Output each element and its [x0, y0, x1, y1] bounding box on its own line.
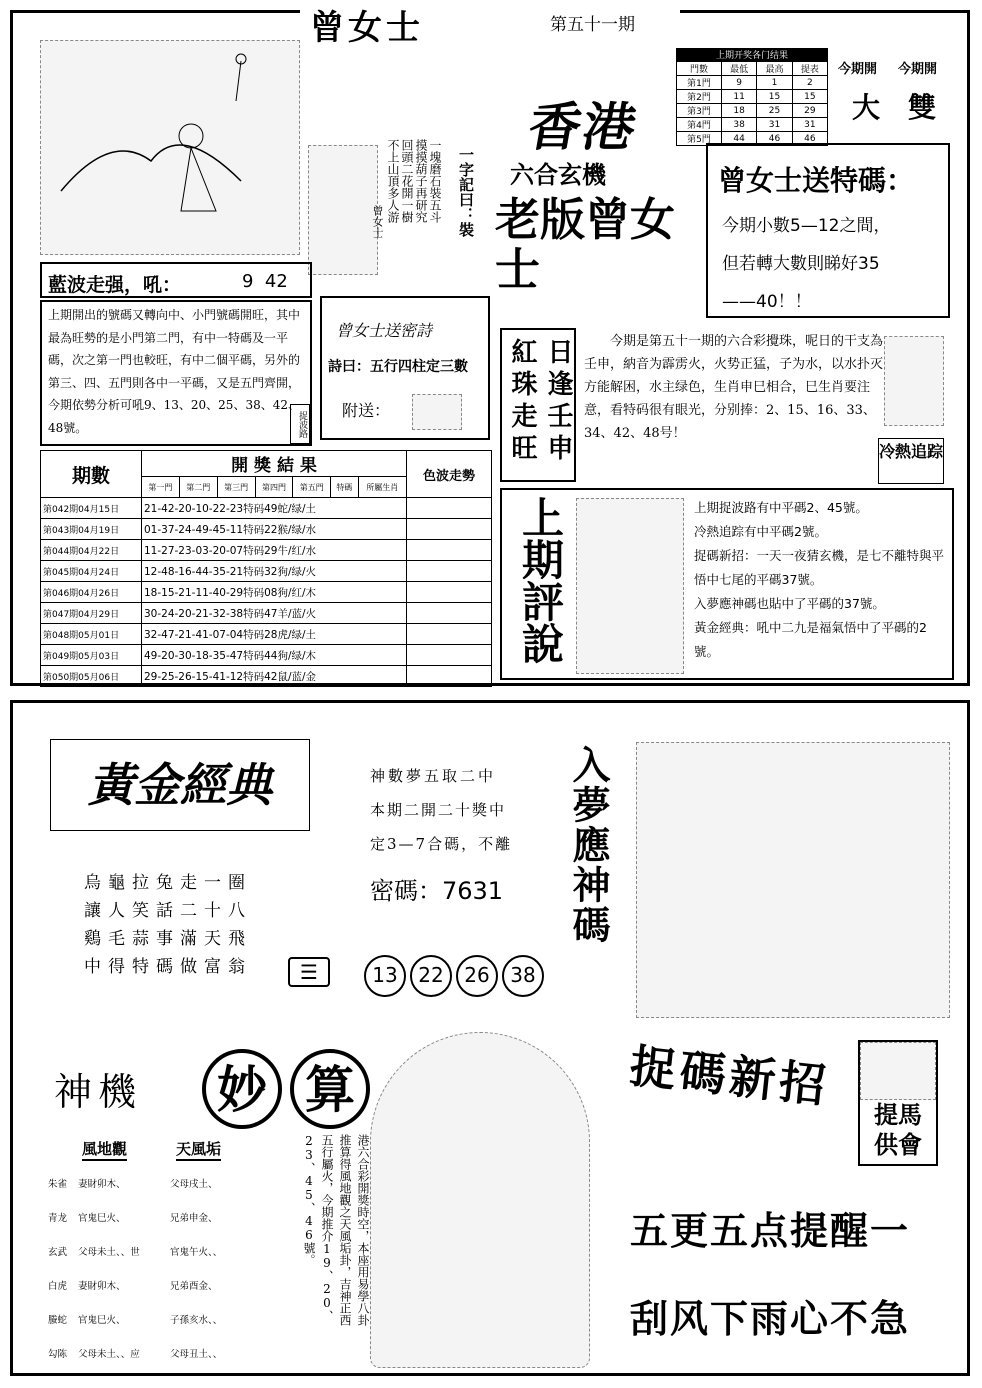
miracle-title-b: 妙: [202, 1049, 282, 1129]
review-line: 黃金經典：吼中二九是福氣悟中了平碼的2號。: [694, 620, 927, 659]
blue-wave-title: 藍波走强，吼：: [48, 274, 182, 296]
riddle-line: 不上山頂多人游: [386, 139, 400, 223]
book-icon: ☰: [288, 957, 330, 987]
miracle-verse: 港六合彩開獎時空，本座用易學八卦推算得風地觀之天風垢卦，吉神正西五行屬火，今期推介19、20、23、45、46號。: [302, 1134, 370, 1326]
fighter-illustration: [884, 336, 944, 426]
results-head: 期數 開 獎 結 果 色波走勢: [41, 451, 492, 477]
number-ball: 13: [364, 955, 406, 997]
dream-balls: [364, 955, 548, 997]
table-row: 第3門 18 25 29: [677, 104, 828, 118]
gold-line: 烏龜拉兔走一圈: [84, 873, 252, 893]
table-row: 勾陈 父母未土、、应 父母丑土、、: [48, 1349, 223, 1360]
sage-illustration: [576, 498, 684, 674]
table-row: 第045期04月24日 12-48-16-44-35-21特码32狗/绿/火: [41, 561, 492, 582]
hexagram-col-head: 天風垢: [176, 1138, 221, 1161]
open-label-1: 今期開: [838, 62, 878, 77]
gold-line: 鷄毛蒜事滿天飛: [84, 929, 252, 949]
table-row: 青龙 官鬼巳火、 兄弟申金、: [48, 1213, 218, 1224]
dream-line: 定3—7合碼，不離: [370, 835, 513, 853]
one-word-riddle: [306, 125, 486, 290]
horse-badge: [858, 1040, 938, 1166]
dream-vertical-title: 入夢應神碼: [566, 745, 611, 945]
blue-wave-numbers: 9 42: [242, 271, 288, 292]
table-row: 玄武 父母未土、、世 官鬼午火、、: [48, 1247, 223, 1258]
issue-number: 第五十一期: [550, 15, 635, 35]
poem-line: 詩曰：五行四柱定三數: [328, 359, 468, 375]
open-value-parity: 雙: [908, 91, 937, 124]
logo-subtitle: 六合玄機: [510, 160, 606, 189]
horse-badge-text: 提馬供會: [874, 1101, 922, 1159]
number-ball: 26: [456, 955, 498, 997]
header-bar: [300, 4, 680, 48]
scroll-illustration: [308, 145, 378, 275]
logo-hongkong: 香港: [523, 97, 643, 158]
table-row: 第049期05月03日 49-20-30-18-35-47特码44狗/绿/木: [41, 645, 492, 666]
number-ball: 22: [410, 955, 452, 997]
results-table-wrap: [40, 450, 492, 687]
last-review-box: [500, 488, 954, 680]
review-line: 入夢應神碼也貼中了平碼的37號。: [694, 596, 885, 611]
table-row: 白虎 妻財卯木、 兄弟酉金、: [48, 1281, 218, 1292]
riddle-line: 一塊磨石裝五斗: [428, 139, 442, 223]
hot-cold-stamp: 冷熱追踪: [878, 438, 944, 484]
hexagram-rows: [48, 1168, 288, 1372]
mini-table-header: 門數 最低 最高 提表: [677, 62, 828, 76]
open-value-size: 大: [852, 91, 881, 124]
special-title: 曾女士送特碼：: [718, 164, 915, 197]
scholar-illustration: [40, 40, 300, 255]
table-row: 第5門 44 46 46: [677, 132, 828, 146]
red-pearl-right: 日逢壬申: [543, 338, 573, 466]
gold-line: 讓人笑話二十八: [84, 901, 252, 921]
open-label-2: 今期開: [898, 62, 938, 77]
table-row: 第047期04月29日 30-24-20-21-32-38特码47羊/蓝/火: [41, 603, 492, 624]
results-subhead: 第一門 第二門 第三門 第四門 第五門 特碼 所屬生肖: [41, 477, 492, 498]
blue-wave-analysis: [40, 300, 312, 446]
secret-code: [370, 871, 503, 906]
table-row: 第043期04月19日 01-37-24-49-45-11特码22猴/绿/水: [41, 519, 492, 540]
poem-heading: 曾女士送密詩: [336, 321, 433, 340]
catch-code-title: 捉碼新招: [627, 1038, 832, 1114]
table-row: 第046期04月26日 18-15-21-11-40-29特码08狗/红/木: [41, 582, 492, 603]
results-table: [40, 450, 492, 687]
poem-extra: 附送：: [342, 401, 391, 420]
special-line: ——40！！: [722, 292, 812, 312]
secret-value: 7631: [442, 877, 504, 905]
table-row: 螣蛇 官鬼巳火、 子孫亥水、、: [48, 1315, 223, 1326]
riddle-signature: 曾女士: [371, 205, 384, 238]
review-line: 上期捉波路有中平碼2、45號。: [694, 500, 868, 515]
table-row: 第048期05月01日 32-47-21-41-07-04特码28虎/绿/土: [41, 624, 492, 645]
red-pearl-left: 紅珠走旺: [507, 338, 537, 466]
sleeping-man-illustration: [636, 742, 950, 1018]
table-row: 第4門 38 31 31: [677, 118, 828, 132]
table-row: 第1門 9 1 2: [677, 76, 828, 90]
logo-block: [495, 45, 700, 300]
blue-wave-text: 上期開出的號碼又轉向中、小門號碼開旺，其中最為旺勢的是小門第二門，有中一特碼及一平碼，次之第一門也較旺，有中二個平碼，另外的第三、四、五門則各中一平碼，又是五門齊開，今期依勢分析可吼9、13、20、25、38、42、48號。: [48, 308, 301, 435]
red-pearl-box: [500, 328, 576, 482]
gold-classic-lines: [84, 869, 252, 981]
dream-line: 本期二開二十獎中: [370, 801, 507, 819]
riddle-line: 摸摸葫子再研究: [414, 139, 428, 223]
secret-poem-box: [320, 296, 490, 440]
dream-block: [350, 725, 630, 1005]
mini-table: [676, 61, 828, 146]
riddle-title: 一字記曰：裝: [457, 147, 475, 237]
review-line: 冷熱追踪有中平碼2號。: [694, 524, 827, 539]
page-title: 曾女士: [310, 8, 424, 48]
special-line: 但若轉大數則睇好35: [722, 254, 880, 274]
horse-icon: [860, 1042, 936, 1100]
review-line: 捉碼新招：一天一夜猜玄機，是七不離特與平悟中七尾的平碼37號。: [694, 548, 945, 587]
special-code-box: [706, 143, 950, 318]
dream-line: 神數夢五取二中: [370, 767, 497, 785]
mini-table-caption: 上期开奖各门结果: [676, 48, 828, 61]
secret-label: 密碼：: [370, 877, 442, 905]
gold-classic-block: [40, 725, 340, 995]
gold-classic-title: 黃金經典: [50, 739, 310, 831]
catch-line-1: 五更五点提醒一: [630, 1209, 911, 1253]
miracle-title-c: 算: [290, 1049, 370, 1129]
table-row: 第042期04月15日 21-42-20-10-22-23特码49蛇/绿/土: [41, 498, 492, 519]
miracle-title-a: 神機: [54, 1070, 143, 1114]
hexagram-col-head: 風地觀: [82, 1138, 127, 1161]
table-row: 第050期05月06日 29-25-26-15-41-12特码42鼠/蓝/金: [41, 666, 492, 687]
scholar-drawing: [41, 41, 297, 251]
table-row: 第044期04月22日 11-27-23-03-20-07特码29牛/红/水: [41, 540, 492, 561]
analysis-text: 今期是第五十一期的六合彩攪珠，呢日的干支為壬申，納音为霹雳火，火势正猛，子为水，以水扑灭方能解困，水主绿色，生肖申巳相合，巳生肖要注意，看特码很有眼光，分别捧：2、15、16、33、34、42、48号！: [584, 334, 884, 441]
riddle-line: 回頭二花開一樹: [400, 139, 414, 223]
blue-wave-box: [40, 262, 312, 298]
goddess-illustration: [370, 1032, 590, 1368]
table-row: 朱雀 妻財卯木、 父母戌土、: [48, 1179, 218, 1190]
last-results-table: [676, 48, 828, 146]
review-lines: [694, 496, 950, 664]
catch-line-2: 刮风下雨心不急: [630, 1297, 911, 1341]
special-line: 今期小數5—12之間，: [722, 216, 891, 236]
rabbit-illustration: [412, 394, 462, 430]
gold-line: 中得特碼做富翁: [84, 957, 252, 977]
riddle-lines: [386, 139, 442, 289]
logo-brand: 老版曾女士: [495, 193, 676, 296]
catch-wave-stamp: 捉波路: [290, 404, 310, 444]
hexagram-table: [48, 1130, 288, 1370]
table-row: 第2門 11 15 15: [677, 90, 828, 104]
this-issue-open: [838, 58, 958, 128]
number-ball: 38: [502, 955, 544, 997]
analysis-box: [584, 330, 954, 488]
review-title: 上期評說: [516, 496, 565, 664]
